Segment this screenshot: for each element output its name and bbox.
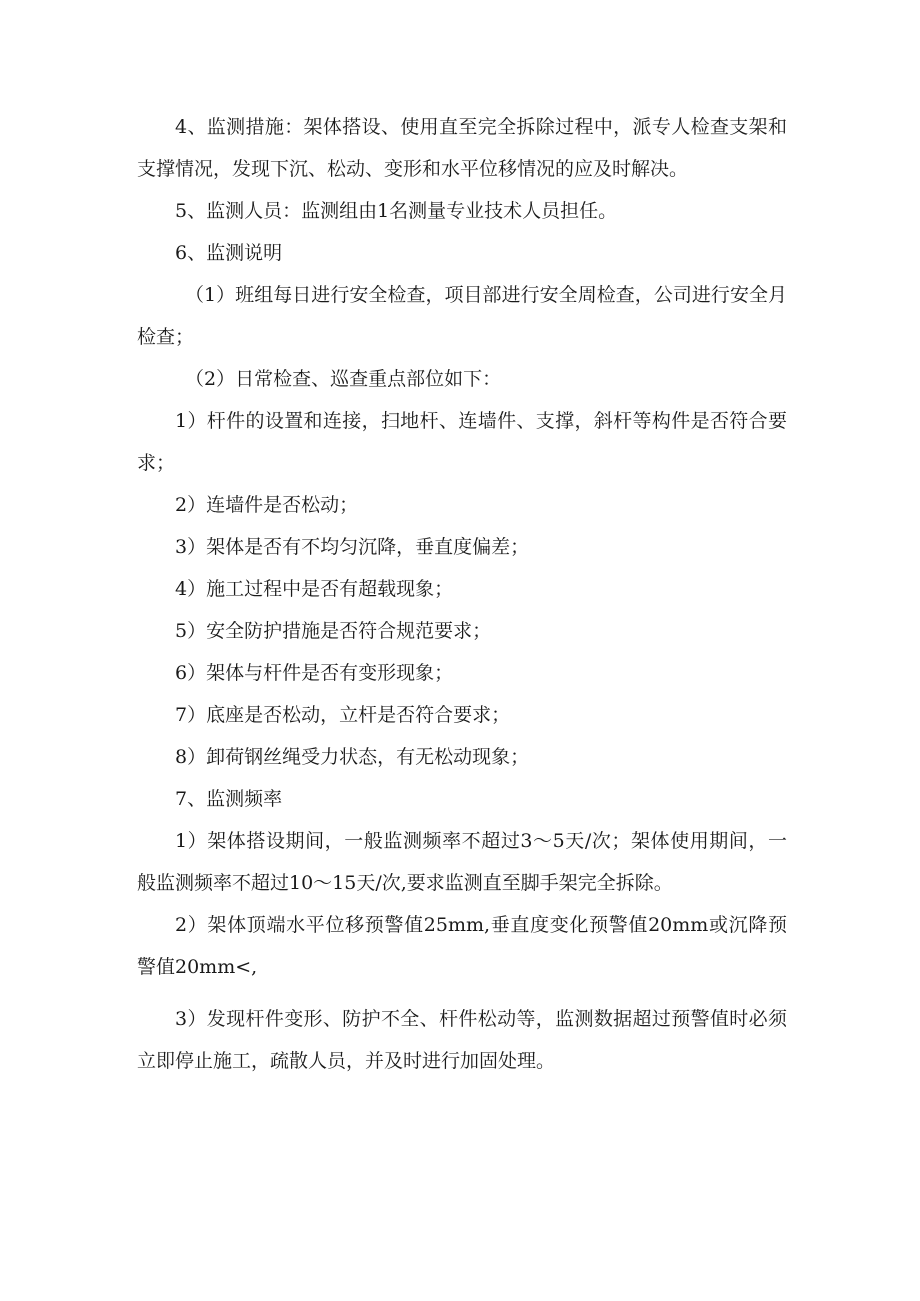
list-item-check-1: 1）杆件的设置和连接，扫地杆、连墙件、支撑，斜杆等构件是否符合要求；: [137, 410, 787, 474]
list-item-frequency-3: 3）发现杆件变形、防护不全、杆件松动等，监测数据超过预警值时必须立即停止施工，疏散人员，并及时进行加固处理。: [137, 1008, 787, 1072]
paragraph-monitoring-notes-heading: 6、监测说明: [175, 242, 283, 264]
list-item-check-7: 7）底座是否松动，立杆是否符合要求；: [175, 704, 511, 726]
list-item-check-4: 4）施工过程中是否有超载现象；: [175, 578, 454, 600]
list-item-check-2: 2）连墙件是否松动；: [175, 494, 359, 516]
paragraph-monitoring-measures: 4、监测措施：架体搭设、使用直至完全拆除过程中，派专人检查支架和支撑情况，发现下沉、松动、变形和水平位移情况的应及时解决。: [137, 116, 787, 180]
list-item-frequency-1: 1）架体搭设期间，一般监测频率不超过3～5天/次；架体使用期间，一般监测频率不超过10～15天/次,要求监测直至脚手架完全拆除。: [137, 830, 787, 894]
paragraph-monitoring-frequency-heading: 7、监测频率: [175, 788, 283, 810]
list-item-check-6: 6）架体与杆件是否有变形现象；: [175, 662, 454, 684]
list-item-check-8: 8）卸荷钢丝绳受力状态，有无松动现象；: [175, 746, 530, 768]
list-item-check-5: 5）安全防护措施是否符合规范要求；: [175, 620, 492, 642]
list-item-check-3: 3）架体是否有不均匀沉降，垂直度偏差；: [175, 536, 530, 558]
paragraph-key-points-heading: （2）日常检查、巡查重点部位如下：: [185, 368, 502, 390]
document-body: [137, 106, 787, 1082]
list-item-frequency-2: 2）架体顶端水平位移预警值25mm,垂直度变化预警值20mm或沉降预警值20mm<,: [137, 914, 787, 978]
paragraph-monitoring-personnel: 5、监测人员：监测组由1名测量专业技术人员担任。: [175, 200, 618, 222]
paragraph-inspection-schedule: （1）班组每日进行安全检查，项目部进行安全周检查，公司进行安全月检查；: [137, 284, 787, 348]
